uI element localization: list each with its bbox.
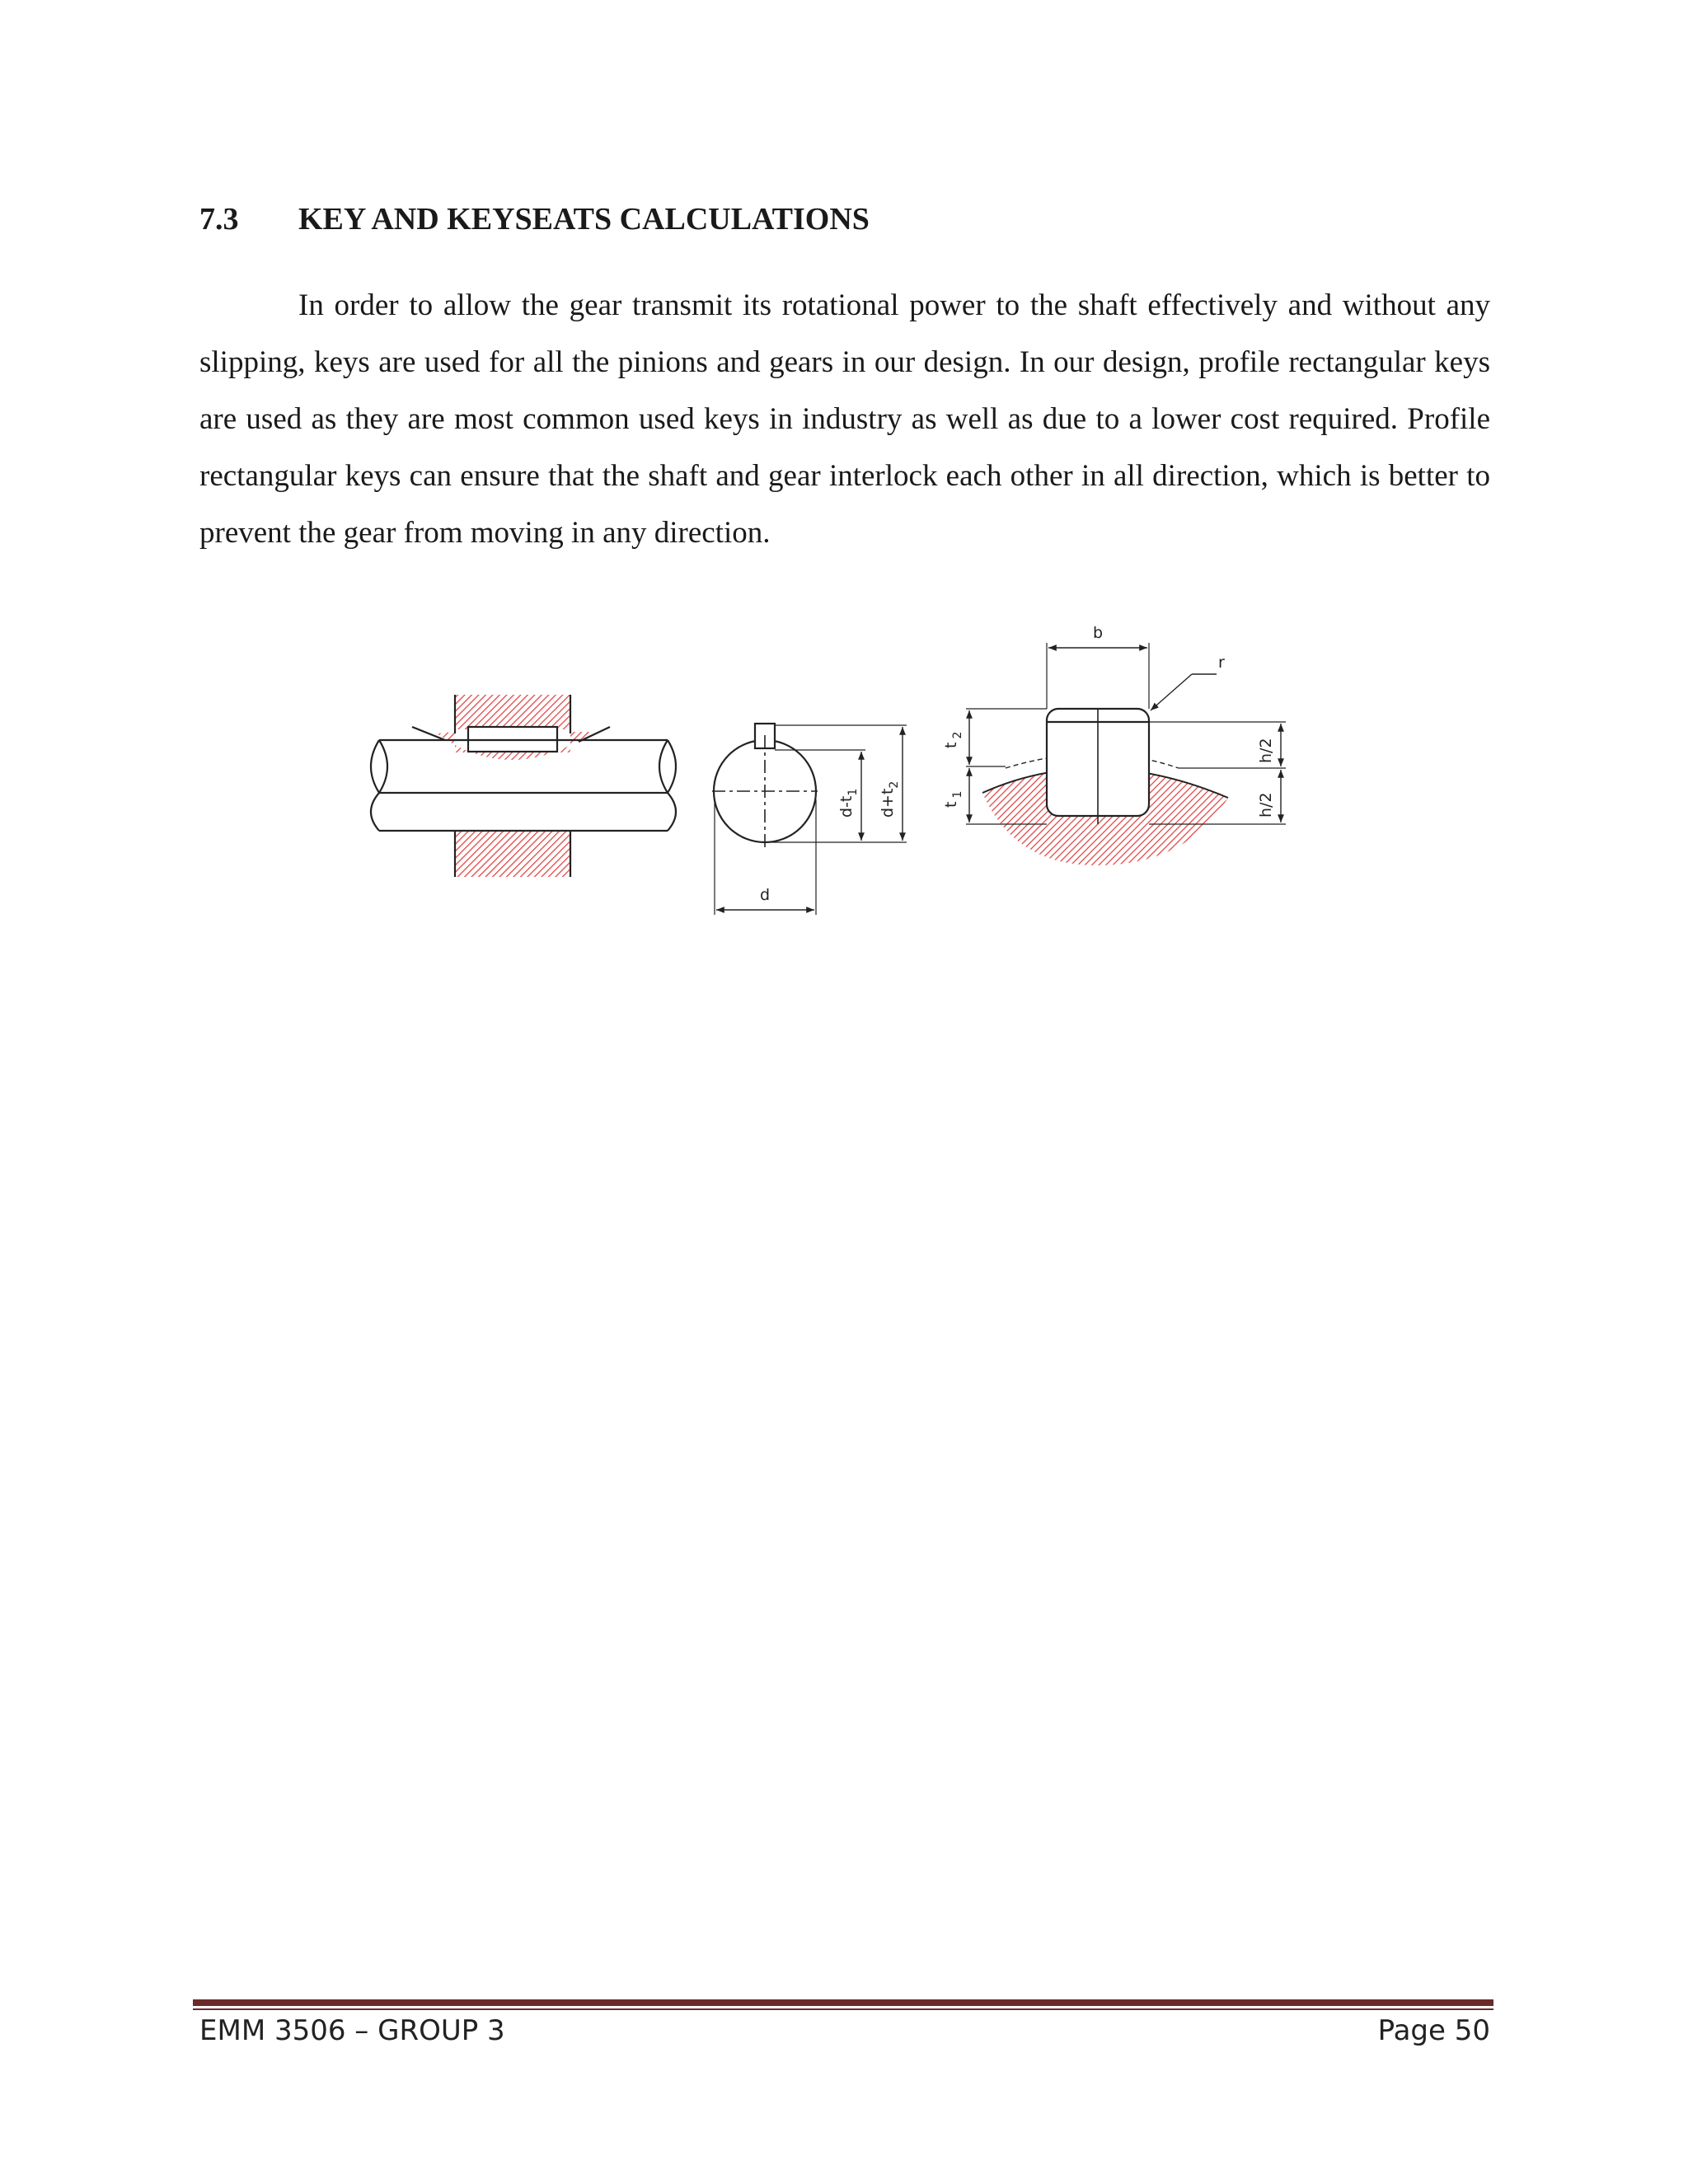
label-h-half-lower bbox=[1257, 792, 1275, 818]
label-t1 bbox=[942, 791, 964, 808]
label-t2 bbox=[942, 732, 964, 748]
paragraph-text: In order to allow the gear transmit its rotational power to the shaft effectively and without any slipping, keys are used for all the pinions and gears in our design. In our design, profile rectangular keys are used as they are most common used keys in industry as well as due to a lower cost required. Profile rectangular keys can ensure that the shaft and gear interlock each other in all direction, which is better to prevent the gear from moving in any direction. bbox=[199, 288, 1490, 550]
svg-text:d-t1: $d-t_1$ bbox=[837, 788, 860, 818]
footer-page-number: Page 50 bbox=[1377, 2014, 1490, 2047]
svg-text:h/2: h/2 bbox=[1257, 792, 1275, 818]
section-number: 7.3 bbox=[199, 202, 239, 237]
label-r: r bbox=[1218, 654, 1225, 672]
svg-text:h/2: h/2 bbox=[1257, 738, 1275, 763]
footer-course-group: EMM 3506 – GROUP 3 bbox=[199, 2014, 505, 2047]
label-d-minus-t1 bbox=[837, 789, 860, 818]
label-d-plus-t2 bbox=[879, 781, 901, 818]
shaft-cross-section bbox=[712, 724, 907, 915]
section-heading bbox=[199, 201, 870, 237]
label-d: d bbox=[759, 886, 771, 904]
body-paragraph bbox=[199, 277, 1490, 561]
svg-text:t2: $t_2$ bbox=[942, 731, 964, 748]
key-detail-view bbox=[966, 643, 1286, 865]
svg-text:t1: $t_1$ bbox=[942, 790, 964, 808]
key-keyseat-figure bbox=[354, 602, 1327, 931]
section-title: KEY AND KEYSEATS CALCULATIONS bbox=[298, 202, 870, 237]
svg-text:d+t2: $d+t_2$ bbox=[879, 780, 901, 818]
label-b: b bbox=[1092, 624, 1104, 642]
label-h-half-upper bbox=[1257, 738, 1275, 763]
shaft-side-view bbox=[371, 695, 676, 877]
footer-rule bbox=[193, 1999, 1493, 2011]
